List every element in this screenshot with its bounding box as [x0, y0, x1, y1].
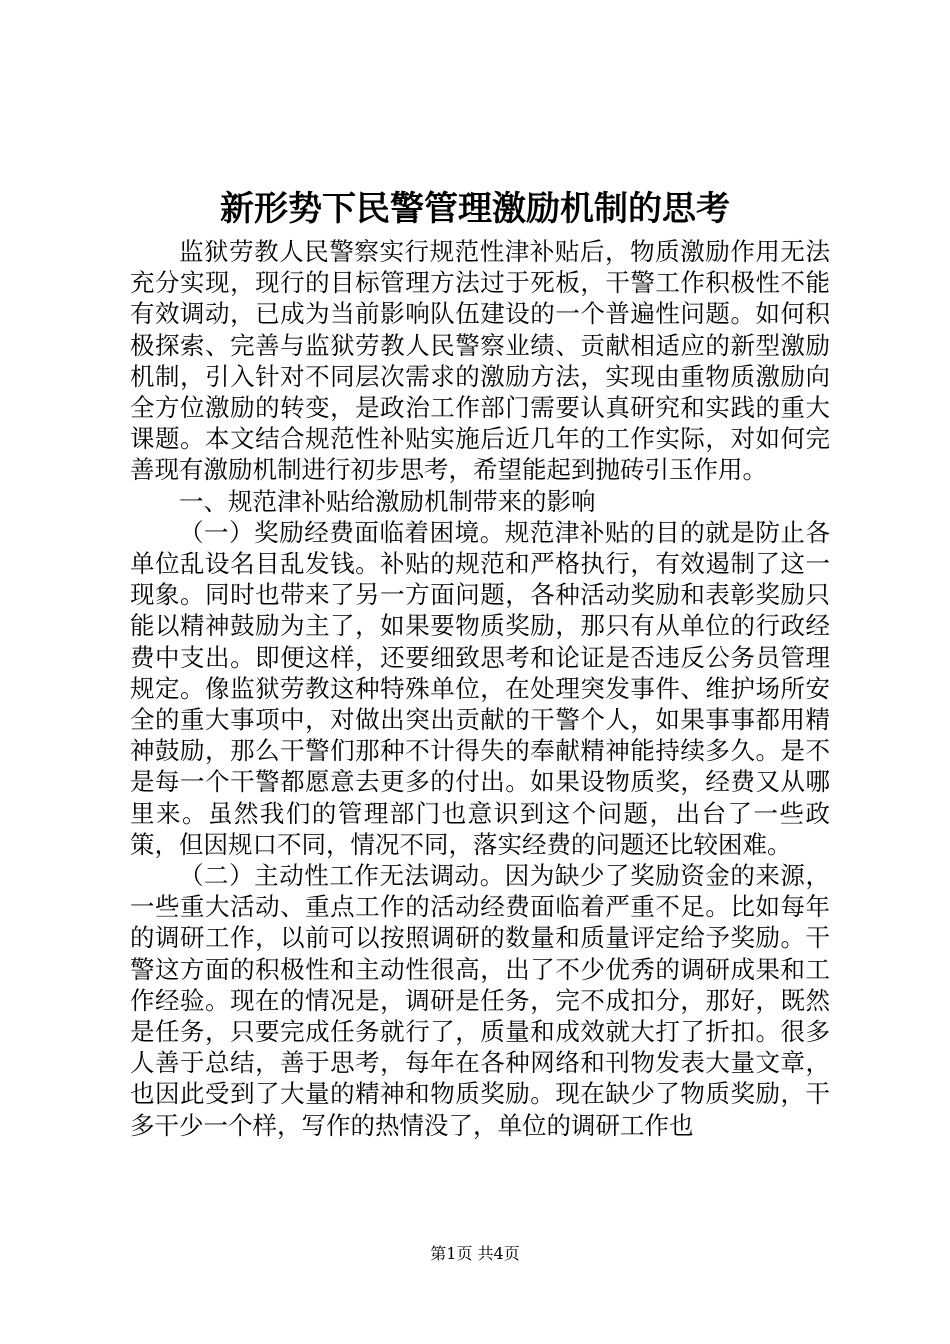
subsection-paragraph-1: （一）奖励经费面临着困境。规范津补贴的目的就是防止各单位乱设名目乱发钱。补贴的规范和严格执行，有效遏制了这一现象。同时也带来了另一方面问题，各种活动奖励和表彰奖励只能以精神鼓励为主了，如果要物质奖励，那只有从单位的行政经费中支出。即便这样，还要细致思考和论证是否违反公务员管理规定。像监狱劳教这种特殊单位，在处理突发事件、维护场所安全的重大事项中，对做出突出贡献的干警个人，如果事事都用精神鼓励，那么干警们那种不计得失的奉献精神能持续多久。是不是每一个干警都愿意去更多的付出。如果设物质奖，经费又从哪里来。虽然我们的管理部门也意识到这个问题，出台了一些政策，但因规口不同，情况不同，落实经费的问题还比较困难。	[130, 517, 830, 859]
page-footer: 第1页 共4页	[430, 1244, 520, 1263]
subsection-paragraph-2: （二）主动性工作无法调动。因为缺少了奖励资金的来源，一些重大活动、重点工作的活动经费面临着严重不足。比如每年的调研工作，以前可以按照调研的数量和质量评定给予奖励。干警这方面的积极性和主动性很高，出了不少优秀的调研成果和工作经验。现在的情况是，调研是任务，完不成扣分，那好，既然是任务，只要完成任务就行了，质量和成效就大打了折扣。很多人善于总结，善于思考，每年在各种网络和刊物发表大量文章，也因此受到了大量的精神和物质奖励。现在缺少了物质奖励，干多干少一个样，写作的热情没了，单位的调研工作也	[130, 861, 830, 1140]
section-heading: 一、规范津补贴给激励机制带来的影响	[179, 486, 596, 516]
document-body	[130, 236, 830, 1141]
intro-paragraph: 监狱劳教人民警察实行规范性津补贴后，物质激励作用无法充分实现，现行的目标管理方法过于死板，干警工作积极性不能有效调动，已成为当前影响队伍建设的一个普遍性问题。如何积极探索、完善与监狱劳教人民警察业绩、贡献相适应的新型激励机制，引入针对不同层次需求的激励方法，实现由重物质激励向全方位激励的转变，是政治工作部门需要认真研究和实践的重大课题。本文结合规范性补贴实施后近几年的工作实际，对如何完善现有激励机制进行初步思考，希望能起到抛砖引玉作用。	[130, 237, 830, 485]
document-title: 新形势下民警管理激励机制的思考	[220, 189, 730, 229]
